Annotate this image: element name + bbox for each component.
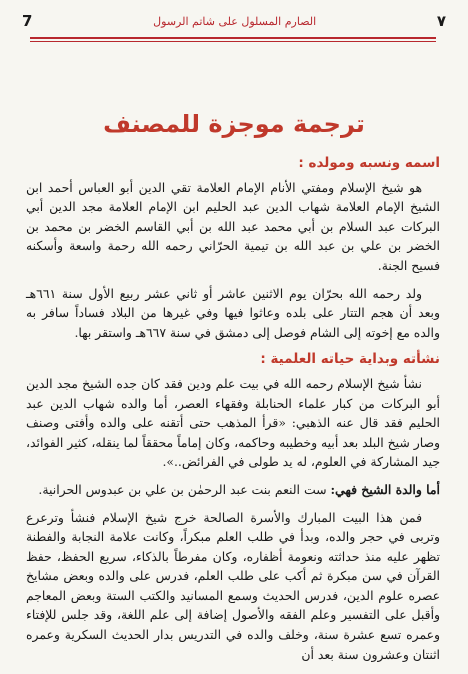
running-title: الصارم المسلول على شاتم الرسول <box>153 14 317 28</box>
page-number-left: 7 <box>22 12 33 30</box>
section-heading-upbringing: نشأته وبداية حياته العلمية : <box>260 351 440 368</box>
mother-lead: أما والدة الشيخ فهي: <box>330 481 440 497</box>
page-number-right: ٧ <box>436 12 446 30</box>
paragraph-lineage: هو شيخ الإسلام ومفتي الأنام الإمام العلامة تقي الدين أبو العباس أحمد ابن الشيخ الإمام العلامة شهاب الدين عبد الحليم ابن الإمام العلامة مجد الدين أبي البركات عبد السلام بن أبي محمد عبد الله بن أبي القاسم الخضر بن محمد بن الخضر بن علي بن عبد الله بن تيمية الحرّاني رحمه الله رحمة واسعة وأسكنه فسيح الجنة. <box>26 179 440 273</box>
page-title: ترجمة موجزة للمصنف <box>103 110 365 138</box>
paragraph-upbringing: نشأ شيخ الإسلام رحمه الله في بيت علم ودين فقد كان جده الشيخ مجد الدين أبو البركات من كبار علماء الحنابلة وفقهاء العصر، أما والده شهاب الدين عبد الحليم فقد قال عنه الذهبي: «قرأ المذهب حتى أتقنه على والده وأفتى وصنف وصار شيخ البلد بعد أبيه وخطيبه وحاكمه، وكان إماماً محققاً لما ينقله، كثير الفوائد، جيد المشاركة في العلوم، له يد طولى في الفرائض..». <box>26 375 440 470</box>
page-header <box>22 6 446 36</box>
paragraph-birth: ولد رحمه الله بحرّان يوم الاثنين عاشر أو ثاني عشر ربيع الأول سنة ٦٦١هـ وبعد أن هجم التتار على بلده وعاثوا فيها وفي غيرها من البلاد فساداً سافر به والده مع إخوته إلى الشام فوصل إلى دمشق في سنة ٦٦٧هـ واستقر بها. <box>26 285 440 340</box>
paragraph-education: فمن هذا البيت المبارك والأسرة الصالحة خرج شيخ الإسلام فنشأ وترعرع وتربى في حجر والده، وبدأ في طلب العلم مبكراً، وكانت علامة النجابة والفطنة تظهر عليه منذ حداثته ونعومة أظفاره، وكان مفرطاً بالذكاء، سريع الحفظ، حفظ القرآن في سن مبكرة ثم أكب على طلب العلم، فدرس على والده وبعض مشايخ عصره علوم الدين، فدرس الحديث وسمع المسانيد والكتب الستة وبعض المعاجم وأقبل على التفسير وعلم الفقه والأصول إضافة إلى علم اللغة، وقد جلس للإفتاء وعمره تسع عشرة سنة، وخلف والده في التدريس بدار الحديث السكرية وعمره اثنتان وعشرون سنة بعد أن <box>26 509 440 662</box>
paragraph-mother <box>26 480 440 500</box>
mother-name: ست النعم بنت عبد الرحمٰن بن علي بن عبدوس الحرانية. <box>38 481 327 497</box>
section-heading-name-lineage: اسمه ونسبه ومولده : <box>298 155 440 171</box>
header-rule <box>30 37 436 39</box>
page-body <box>26 150 440 672</box>
